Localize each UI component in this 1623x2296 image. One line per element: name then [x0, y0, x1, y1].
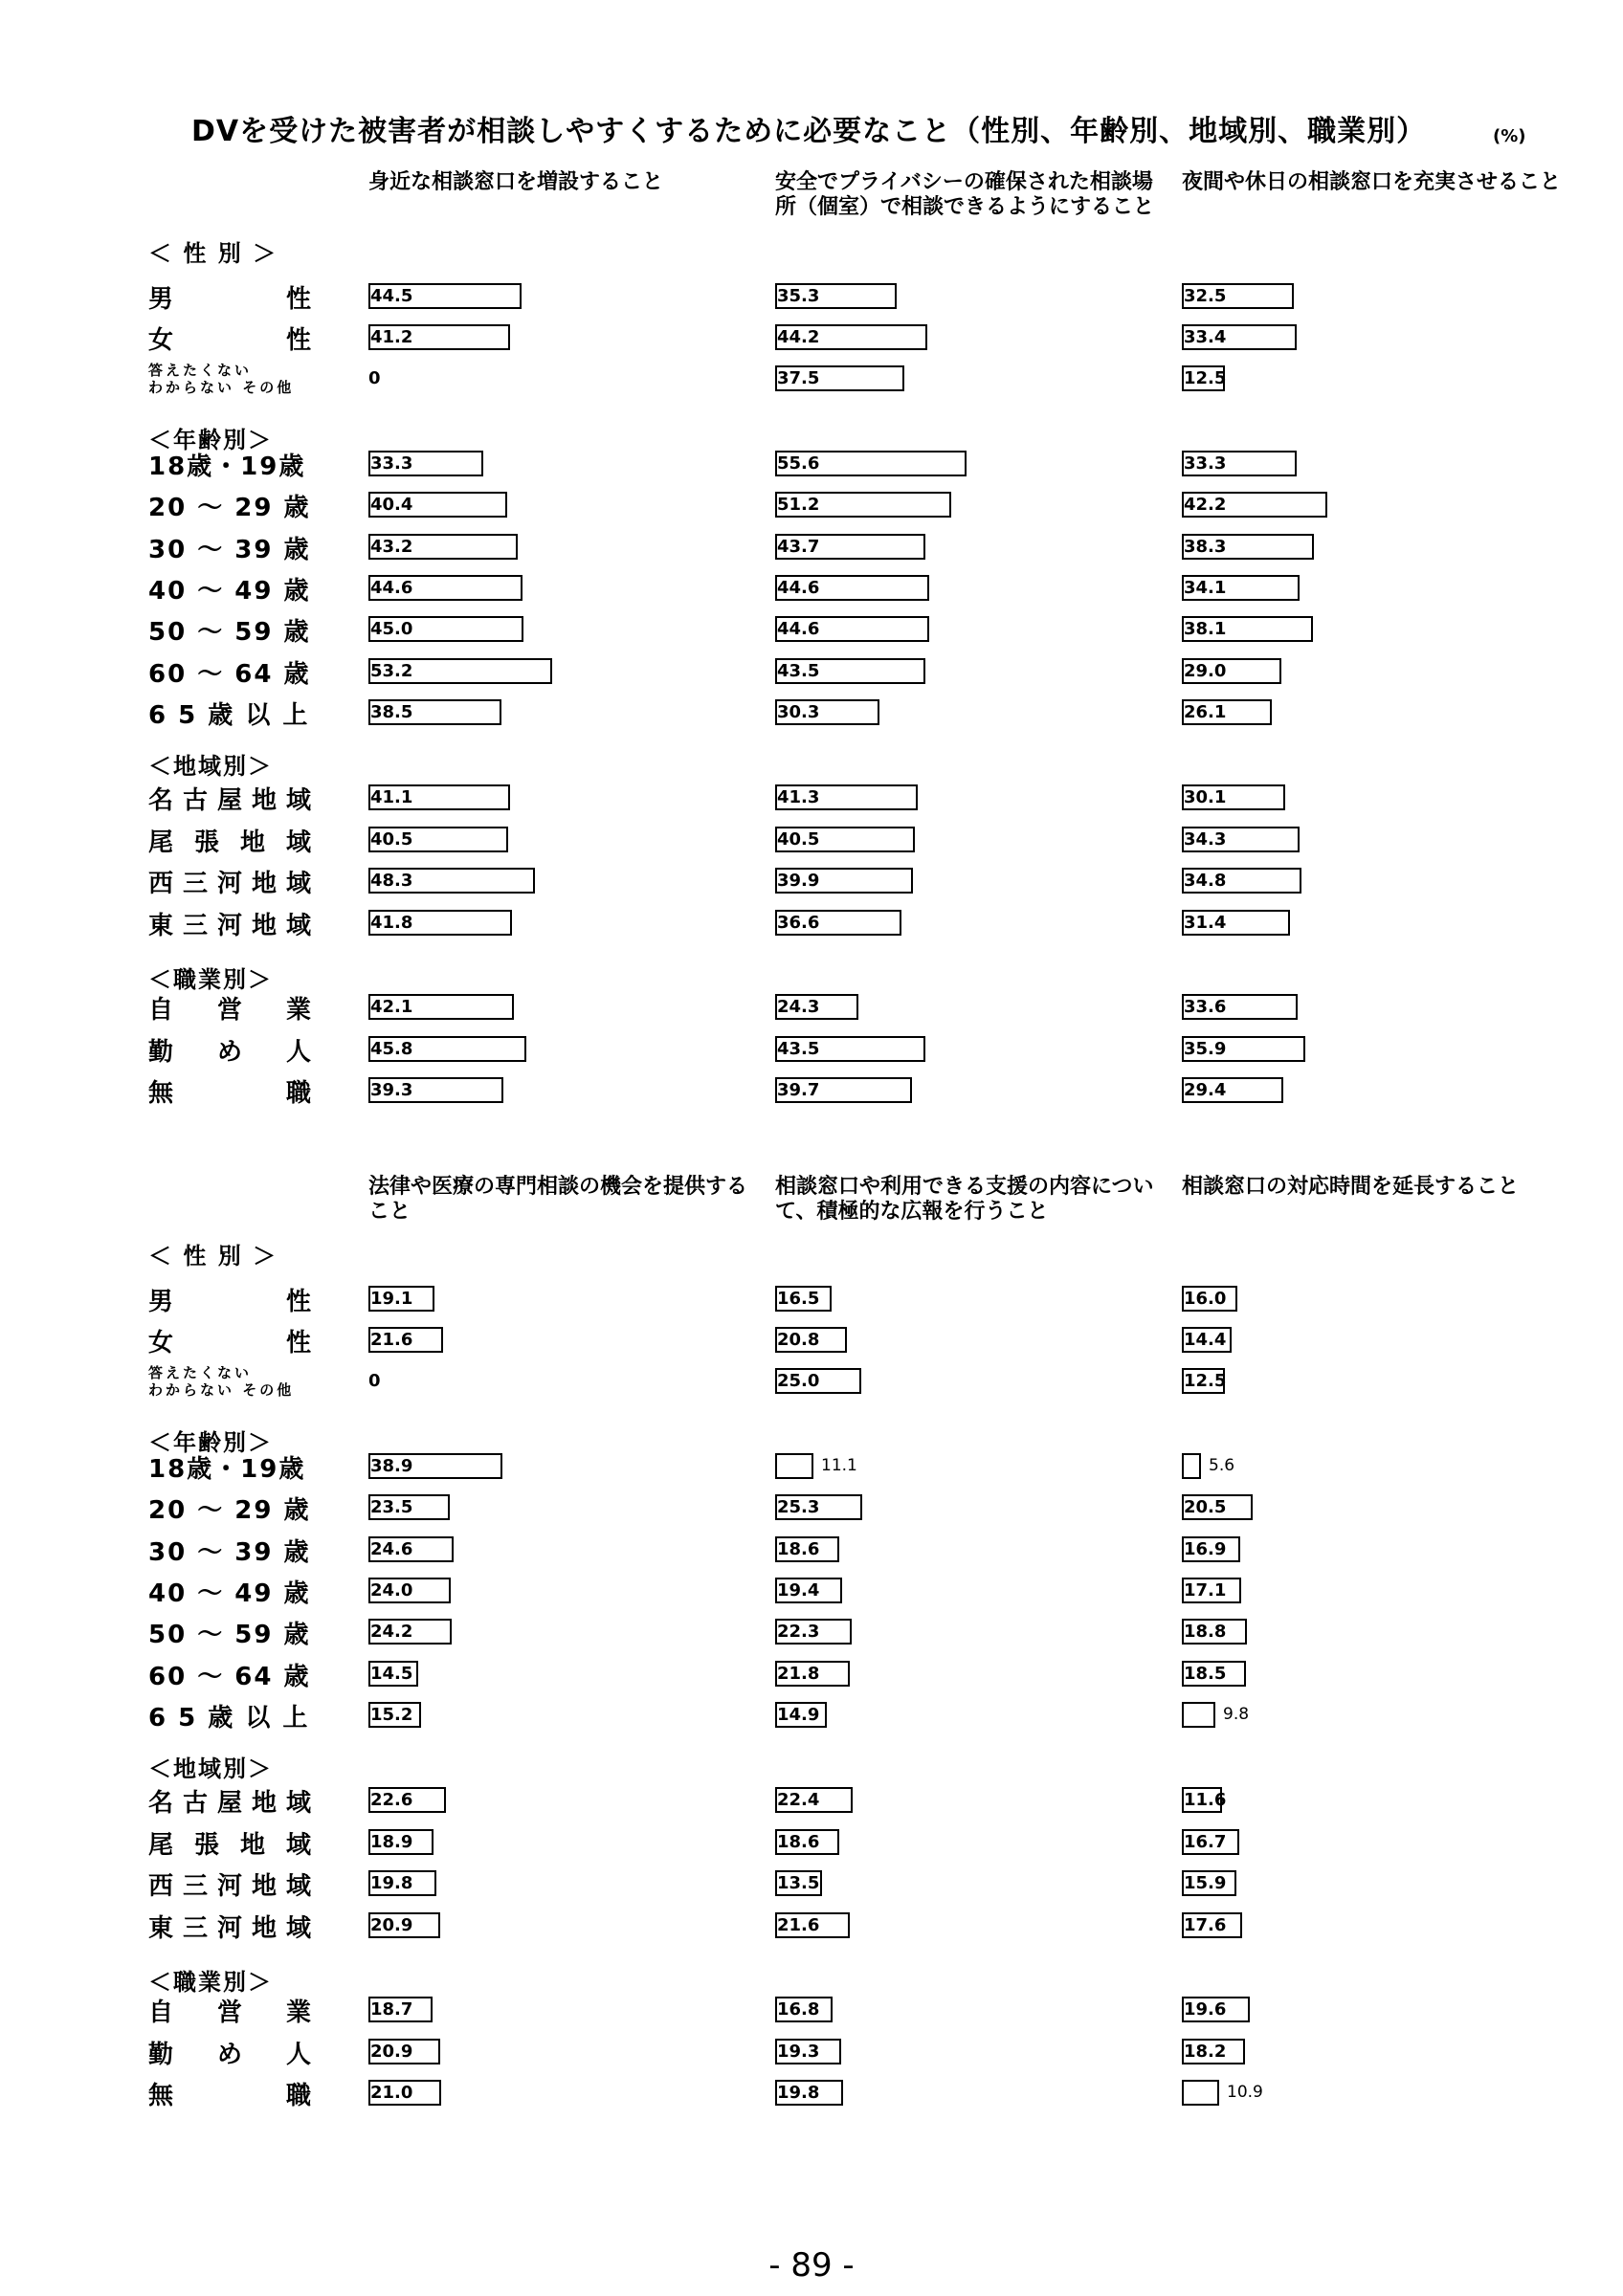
- row-label: 60 ～ 64 歳: [148, 659, 311, 689]
- row-label: 答えたくない わからない その他: [148, 1364, 295, 1399]
- row-label: 答えたくない わからない その他: [148, 362, 295, 396]
- row-label: 60 ～ 64 歳: [148, 1662, 311, 1691]
- data-label: 55.6: [777, 453, 820, 474]
- row-label-char: 職: [285, 2081, 311, 2110]
- row-label-char: 自: [148, 1998, 174, 2027]
- data-label: 39.9: [777, 871, 820, 891]
- row-label: [148, 1034, 311, 1065]
- group-label-age: ＜年齢別＞: [148, 1429, 273, 1456]
- group-label-region: ＜地域別＞: [148, 1755, 273, 1782]
- bar: [1182, 1453, 1201, 1479]
- group-label-age: ＜年齢別＞: [148, 427, 273, 453]
- row-label-char: 域: [285, 1913, 311, 1943]
- row-label-char: 古: [182, 1788, 208, 1818]
- row-label-char: 屋: [216, 785, 242, 815]
- row-label: 6 5 歳 以 上: [148, 700, 310, 730]
- row-label-char: 地: [251, 1788, 277, 1818]
- data-label: 19.8: [777, 2083, 820, 2103]
- row-label: [148, 2037, 311, 2067]
- row-label-char: 業: [285, 1998, 311, 2027]
- data-label: 29.0: [1184, 661, 1227, 681]
- data-label: 45.0: [370, 619, 413, 639]
- row-label-char: 域: [285, 1830, 311, 1860]
- data-label: 38.5: [370, 702, 413, 722]
- data-label: 16.8: [777, 1999, 820, 2020]
- data-label: 38.3: [1184, 537, 1227, 557]
- row-label: [148, 322, 311, 353]
- data-label: 20.8: [777, 1330, 820, 1350]
- row-label-char: 営: [216, 995, 242, 1025]
- row-label: 30 ～ 39 歳: [148, 535, 311, 564]
- row-label-char: 地: [251, 1913, 277, 1943]
- row-label-char: 屋: [216, 1788, 242, 1818]
- row-label: [148, 281, 311, 312]
- data-label: 42.1: [370, 997, 413, 1017]
- data-label: 5.6: [1209, 1456, 1235, 1475]
- row-label-char: 性: [285, 284, 311, 314]
- data-label: 22.4: [777, 1790, 820, 1810]
- row-label: [148, 866, 311, 896]
- row-label-char: 勤: [148, 1037, 174, 1067]
- row-label: 50 ～ 59 歳: [148, 617, 311, 647]
- data-label: 15.2: [370, 1705, 413, 1725]
- data-label: 40.5: [370, 829, 413, 850]
- data-label: 18.2: [1184, 2042, 1227, 2062]
- data-label: 18.6: [777, 1539, 820, 1559]
- row-label: [148, 825, 311, 855]
- row-label: 20 ～ 29 歳: [148, 493, 311, 522]
- data-label: 32.5: [1184, 286, 1227, 306]
- row-label: 50 ～ 59 歳: [148, 1620, 311, 1649]
- data-label: 25.0: [777, 1371, 820, 1391]
- row-label-char: 三: [182, 1913, 208, 1943]
- data-label: 40.4: [370, 495, 413, 515]
- column-header-2: 安全でプライバシーの確保された相談場所（個室）で相談できるようにすること: [775, 170, 1155, 219]
- data-label: 22.3: [777, 1622, 820, 1642]
- data-label: 11.1: [821, 1456, 857, 1475]
- data-label: 31.4: [1184, 913, 1227, 933]
- data-label: 13.5: [777, 1873, 820, 1893]
- data-label: 19.1: [370, 1289, 413, 1309]
- data-label: 18.6: [777, 1832, 820, 1852]
- data-label: 21.6: [777, 1915, 820, 1935]
- data-label: 43.5: [777, 1039, 820, 1059]
- row-label-char: 三: [182, 1871, 208, 1901]
- row-label-char: 尾: [148, 828, 174, 857]
- row-label: [148, 783, 311, 813]
- row-label-char: 東: [148, 911, 174, 940]
- row-label-char: 男: [148, 284, 174, 314]
- row-label-char: 人: [285, 1037, 311, 1067]
- bar: [1182, 2080, 1219, 2106]
- row-label-char: 無: [148, 2081, 174, 2110]
- data-label: 39.3: [370, 1080, 413, 1100]
- row-label-char: 河: [216, 1871, 242, 1901]
- data-label: 39.7: [777, 1080, 820, 1100]
- group-label-occupation: ＜職業別＞: [148, 1969, 273, 1996]
- data-label: 33.6: [1184, 997, 1227, 1017]
- data-label: 15.9: [1184, 1873, 1227, 1893]
- row-label-char: 域: [285, 869, 311, 898]
- row-label-char: 河: [216, 911, 242, 940]
- row-label-char: 古: [182, 785, 208, 815]
- data-label: 43.2: [370, 537, 413, 557]
- row-label-char: 性: [285, 1328, 311, 1358]
- row-label-char: 河: [216, 1913, 242, 1943]
- row-label-char: 無: [148, 1078, 174, 1108]
- data-label: 41.8: [370, 913, 413, 933]
- row-label-char: 人: [285, 2040, 311, 2069]
- data-label: 38.1: [1184, 619, 1227, 639]
- row-label: 30 ～ 39 歳: [148, 1537, 311, 1567]
- row-label-char: 女: [148, 1328, 174, 1358]
- row-label-char: 東: [148, 1913, 174, 1943]
- row-label: [148, 992, 311, 1023]
- row-label-char: 張: [193, 1830, 219, 1860]
- data-label: 44.5: [370, 286, 413, 306]
- data-label: 14.4: [1184, 1330, 1227, 1350]
- data-label: 53.2: [370, 661, 413, 681]
- data-label: 33.3: [1184, 453, 1227, 474]
- group-label-occupation: ＜職業別＞: [148, 966, 273, 993]
- row-label-char: 勤: [148, 2040, 174, 2069]
- bar: [1182, 1702, 1215, 1728]
- row-label-char: 自: [148, 995, 174, 1025]
- row-label: [148, 1995, 311, 2025]
- row-label-char: 女: [148, 325, 174, 355]
- row-label-char: 張: [193, 828, 219, 857]
- data-label: 19.8: [370, 1873, 413, 1893]
- data-label: 19.6: [1184, 1999, 1227, 2020]
- row-label-char: 域: [285, 911, 311, 940]
- data-label: 16.7: [1184, 1832, 1227, 1852]
- data-label: 36.6: [777, 913, 820, 933]
- row-label-char: 男: [148, 1287, 174, 1316]
- data-label: 38.9: [370, 1456, 413, 1476]
- data-label: 17.6: [1184, 1915, 1227, 1935]
- data-label: 44.6: [777, 578, 820, 598]
- row-label-char: 性: [285, 1287, 311, 1316]
- column-header-5: 相談窓口や利用できる支援の内容について、積極的な広報を行うこと: [775, 1175, 1154, 1224]
- data-label: 19.3: [777, 2042, 820, 2062]
- data-label: 14.9: [777, 1705, 820, 1725]
- group-label-gender: ＜ 性 別 ＞: [148, 240, 278, 267]
- data-label: 51.2: [777, 495, 820, 515]
- row-label: [148, 1325, 311, 1356]
- data-label: 11.6: [1184, 1790, 1227, 1810]
- row-label-char: 職: [285, 1078, 311, 1108]
- row-label-char: 性: [285, 325, 311, 355]
- group-label-region: ＜地域別＞: [148, 753, 273, 780]
- data-label: 26.1: [1184, 702, 1227, 722]
- page-number: - 89 -: [768, 2246, 855, 2285]
- data-label: 9.8: [1223, 1705, 1250, 1724]
- data-label: 43.5: [777, 661, 820, 681]
- row-label-char: 名: [148, 1788, 174, 1818]
- data-label: 0: [368, 368, 381, 388]
- data-label: 30.1: [1184, 787, 1227, 807]
- data-label: 29.4: [1184, 1080, 1227, 1100]
- row-label: 18歳・19歳: [148, 452, 306, 481]
- row-label-char: 三: [182, 869, 208, 898]
- row-label: [148, 1785, 311, 1816]
- data-label: 37.5: [777, 368, 820, 388]
- row-label: 40 ～ 49 歳: [148, 1578, 311, 1608]
- data-label: 35.9: [1184, 1039, 1227, 1059]
- data-label: 34.3: [1184, 829, 1227, 850]
- row-label-char: 域: [285, 785, 311, 815]
- data-label: 12.5: [1184, 368, 1227, 388]
- data-label: 21.6: [370, 1330, 413, 1350]
- data-label: 41.3: [777, 787, 820, 807]
- group-label-gender: ＜ 性 別 ＞: [148, 1243, 278, 1269]
- row-label-char: 域: [285, 1871, 311, 1901]
- row-label: 6 5 歳 以 上: [148, 1703, 310, 1733]
- row-label: 18歳・19歳: [148, 1454, 306, 1484]
- data-label: 24.3: [777, 997, 820, 1017]
- row-label-char: 営: [216, 1998, 242, 2027]
- chart-title: DVを受けた被害者が相談しやすくするために必要なこと（性別、年齢別、地域別、職業別）: [191, 115, 1427, 148]
- data-label: 16.0: [1184, 1289, 1227, 1309]
- data-label: 12.5: [1184, 1371, 1227, 1391]
- row-label: 20 ～ 29 歳: [148, 1495, 311, 1525]
- data-label: 20.9: [370, 2042, 413, 2062]
- data-label: 22.6: [370, 1790, 413, 1810]
- data-label: 44.6: [777, 619, 820, 639]
- row-label-char: 地: [251, 1871, 277, 1901]
- data-label: 33.3: [370, 453, 413, 474]
- row-label-char: 域: [285, 1788, 311, 1818]
- data-label: 18.9: [370, 1832, 413, 1852]
- data-label: 18.5: [1184, 1664, 1227, 1684]
- data-label: 24.0: [370, 1580, 413, 1601]
- data-label: 16.5: [777, 1289, 820, 1309]
- data-label: 16.9: [1184, 1539, 1227, 1559]
- data-label: 34.1: [1184, 578, 1227, 598]
- column-header-6: 相談窓口の対応時間を延長すること: [1182, 1175, 1520, 1199]
- data-label: 48.3: [370, 871, 413, 891]
- data-label: 19.4: [777, 1580, 820, 1601]
- data-label: 17.1: [1184, 1580, 1227, 1601]
- row-label: [148, 1075, 311, 1106]
- row-label: 40 ～ 49 歳: [148, 576, 311, 606]
- row-label-char: 地: [239, 1830, 265, 1860]
- data-label: 43.7: [777, 537, 820, 557]
- data-label: 10.9: [1227, 2083, 1263, 2102]
- row-label-char: 地: [251, 869, 277, 898]
- data-label: 18.8: [1184, 1622, 1227, 1642]
- data-label: 24.6: [370, 1539, 413, 1559]
- row-label-char: 地: [251, 785, 277, 815]
- row-label: [148, 1284, 311, 1314]
- unit-label: (%): [1493, 126, 1526, 146]
- data-label: 24.2: [370, 1622, 413, 1642]
- row-label-char: 地: [239, 828, 265, 857]
- data-label: 23.5: [370, 1497, 413, 1517]
- row-label-char: 域: [285, 828, 311, 857]
- data-label: 21.0: [370, 2083, 413, 2103]
- row-label: [148, 1868, 311, 1899]
- bar: [775, 1453, 813, 1479]
- row-label: [148, 2078, 311, 2108]
- data-label: 0: [368, 1371, 381, 1391]
- data-label: 18.7: [370, 1999, 413, 2020]
- data-label: 44.6: [370, 578, 413, 598]
- data-label: 42.2: [1184, 495, 1227, 515]
- column-header-4: 法律や医療の専門相談の機会を提供すること: [368, 1175, 748, 1224]
- row-label-char: 河: [216, 869, 242, 898]
- row-label-char: 地: [251, 911, 277, 940]
- data-label: 20.5: [1184, 1497, 1227, 1517]
- data-label: 40.5: [777, 829, 820, 850]
- data-label: 41.2: [370, 327, 413, 347]
- data-label: 44.2: [777, 327, 820, 347]
- row-label-char: 業: [285, 995, 311, 1025]
- data-label: 25.3: [777, 1497, 820, 1517]
- data-label: 45.8: [370, 1039, 413, 1059]
- data-label: 41.1: [370, 787, 413, 807]
- data-label: 30.3: [777, 702, 820, 722]
- row-label-char: 西: [148, 869, 174, 898]
- row-label-char: 西: [148, 1871, 174, 1901]
- data-label: 34.8: [1184, 871, 1227, 891]
- row-label-char: め: [216, 1037, 242, 1067]
- row-label-char: 名: [148, 785, 174, 815]
- row-label-char: 尾: [148, 1830, 174, 1860]
- row-label-char: め: [216, 2040, 242, 2069]
- row-label: [148, 1910, 311, 1941]
- row-label: [148, 908, 311, 938]
- data-label: 14.5: [370, 1664, 413, 1684]
- row-label: [148, 1827, 311, 1858]
- data-label: 20.9: [370, 1915, 413, 1935]
- column-header-1: 身近な相談窓口を増設すること: [368, 170, 664, 194]
- row-label-char: 三: [182, 911, 208, 940]
- column-header-3: 夜間や休日の相談窓口を充実させること: [1182, 170, 1562, 194]
- data-label: 21.8: [777, 1664, 820, 1684]
- data-label: 35.3: [777, 286, 820, 306]
- data-label: 33.4: [1184, 327, 1227, 347]
